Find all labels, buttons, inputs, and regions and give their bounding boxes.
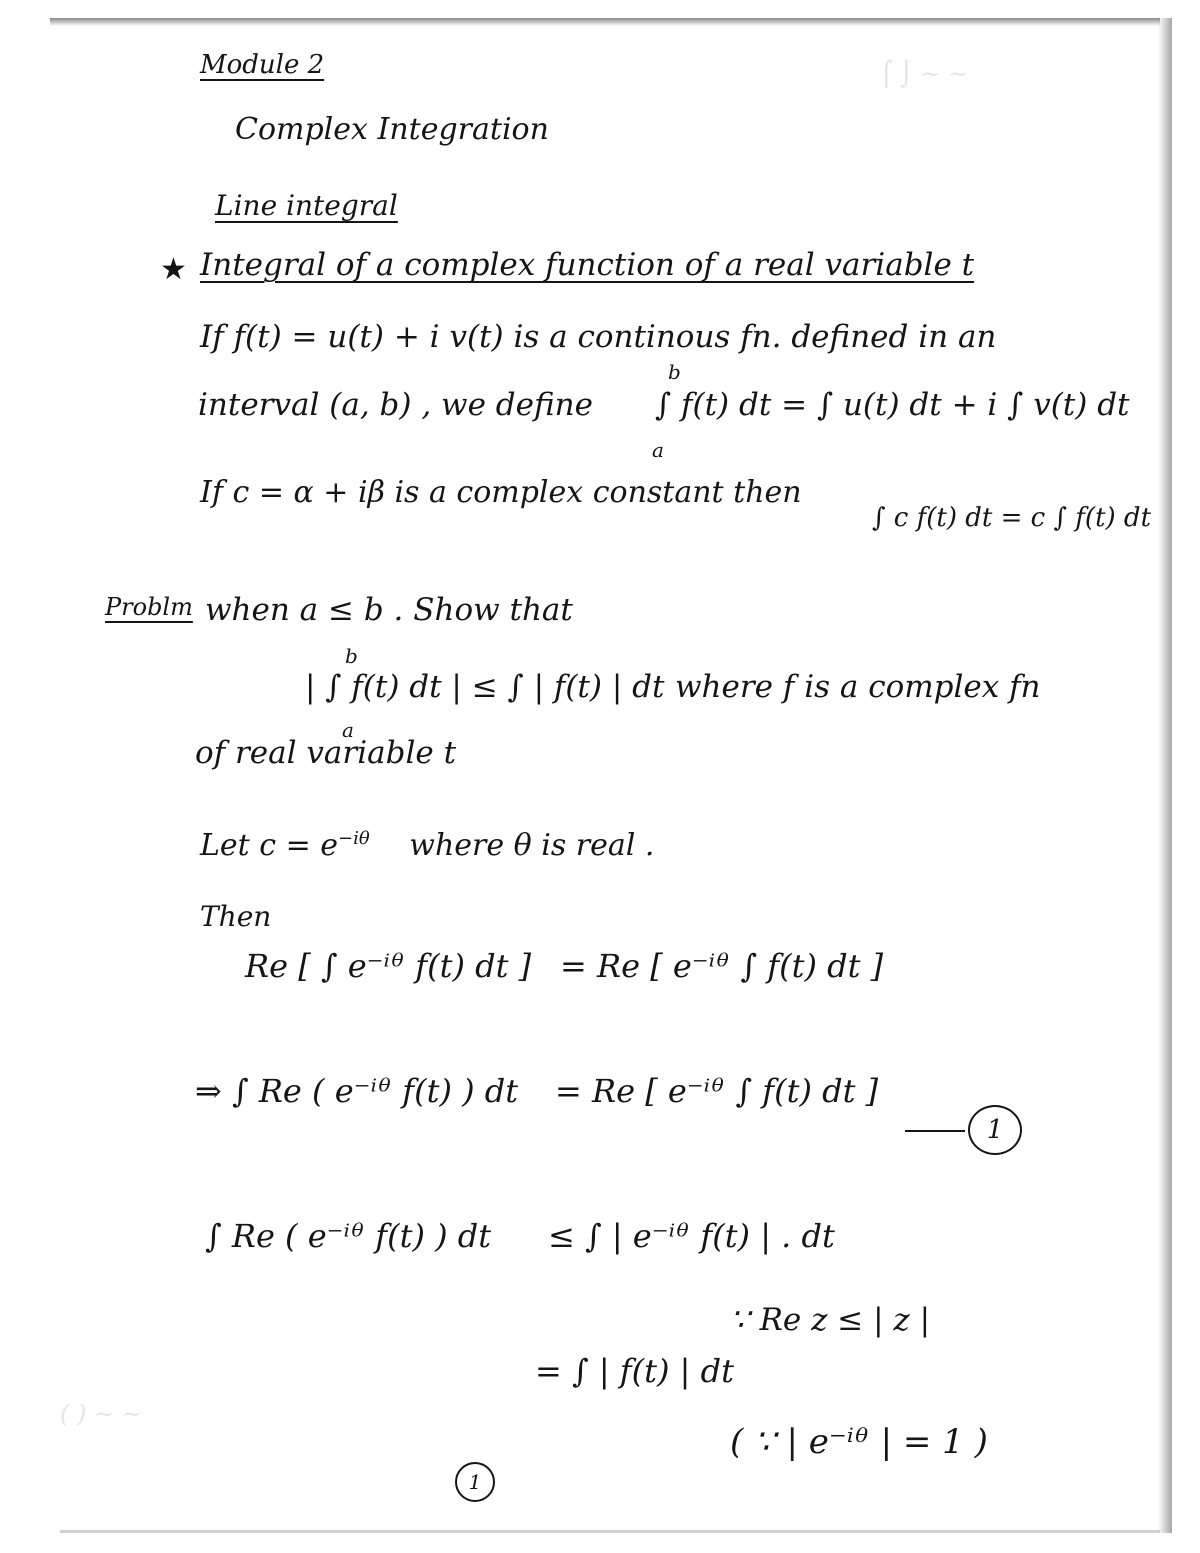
equation-2-left: ⇒ ∫ Re ( e⁻ⁱᶿ f(t) ) dt: [195, 1072, 519, 1110]
show-through-mark: ⌠ ⌡ ~ ~: [880, 60, 969, 88]
lower-limit: a: [342, 718, 354, 742]
page-number: 1: [455, 1462, 495, 1502]
section-heading: Line integral: [215, 189, 398, 222]
upper-limit: b: [345, 644, 358, 668]
lower-limit: a: [652, 438, 664, 462]
show-through-mark: ( ) ~ ~: [60, 1400, 142, 1428]
constant-line: If c = α + iβ is a complex constant then: [200, 475, 802, 510]
justification-1: ∵ Re z ≤ | z |: [730, 1302, 931, 1338]
equation-1-right: = Re [ e⁻ⁱᶿ ∫ f(t) dt ]: [560, 947, 884, 985]
equation-tag-leader: [905, 1130, 965, 1132]
definition-line-1: If f(t) = u(t) + i v(t) is a continous fn. defined in an: [200, 319, 997, 355]
justification-2: ( ∵ | e⁻ⁱᶿ | = 1 ): [730, 1422, 988, 1462]
equation-4: = ∫ | f(t) | dt: [535, 1352, 734, 1390]
let-tail: where θ is real .: [409, 828, 655, 863]
page-bottom-edge: [60, 1530, 1160, 1533]
definition-line-2: interval (a, b) , we define: [198, 387, 593, 423]
topic-heading: Integral of a complex function of a real variable t: [200, 247, 975, 283]
problem-statement: when a ≤ b . Show that: [205, 592, 573, 628]
constant-formula: ∫ c f(t) dt = c ∫ f(t) dt: [872, 503, 1152, 533]
equation-tag: 1: [968, 1105, 1022, 1155]
equation-3-right: ≤ ∫ | e⁻ⁱᶿ f(t) | . dt: [548, 1217, 835, 1255]
problem-condition-cont: of real variable t: [195, 735, 457, 771]
definition-formula: ∫ f(t) dt = ∫ u(t) dt + i ∫ v(t) dt: [655, 387, 1130, 423]
equation-2-right: = Re [ e⁻ⁱᶿ ∫ f(t) dt ]: [555, 1072, 879, 1110]
upper-limit: b: [668, 360, 681, 384]
equation-1-left: Re [ ∫ e⁻ⁱᶿ f(t) dt ]: [245, 947, 532, 985]
let-statement: [200, 830, 654, 861]
problem-condition: where f is a complex fn: [675, 669, 1041, 705]
module-heading: Module 2: [200, 50, 325, 80]
page-top-edge-shadow: [50, 18, 1160, 26]
problem-label: Problm: [105, 593, 193, 621]
page-right-edge-shadow: [1158, 18, 1172, 1533]
equation-3-left: ∫ Re ( e⁻ⁱᶿ f(t) ) dt: [205, 1217, 492, 1255]
problem-inequality: | ∫ f(t) dt | ≤ ∫ | f(t) | dt: [305, 669, 665, 705]
star-bullet-icon: ★: [160, 252, 187, 287]
page-title: Complex Integration: [235, 112, 549, 147]
let-text: Let c = e: [200, 828, 339, 863]
then-label: Then: [200, 900, 272, 933]
let-exponent: −iθ: [338, 828, 370, 849]
